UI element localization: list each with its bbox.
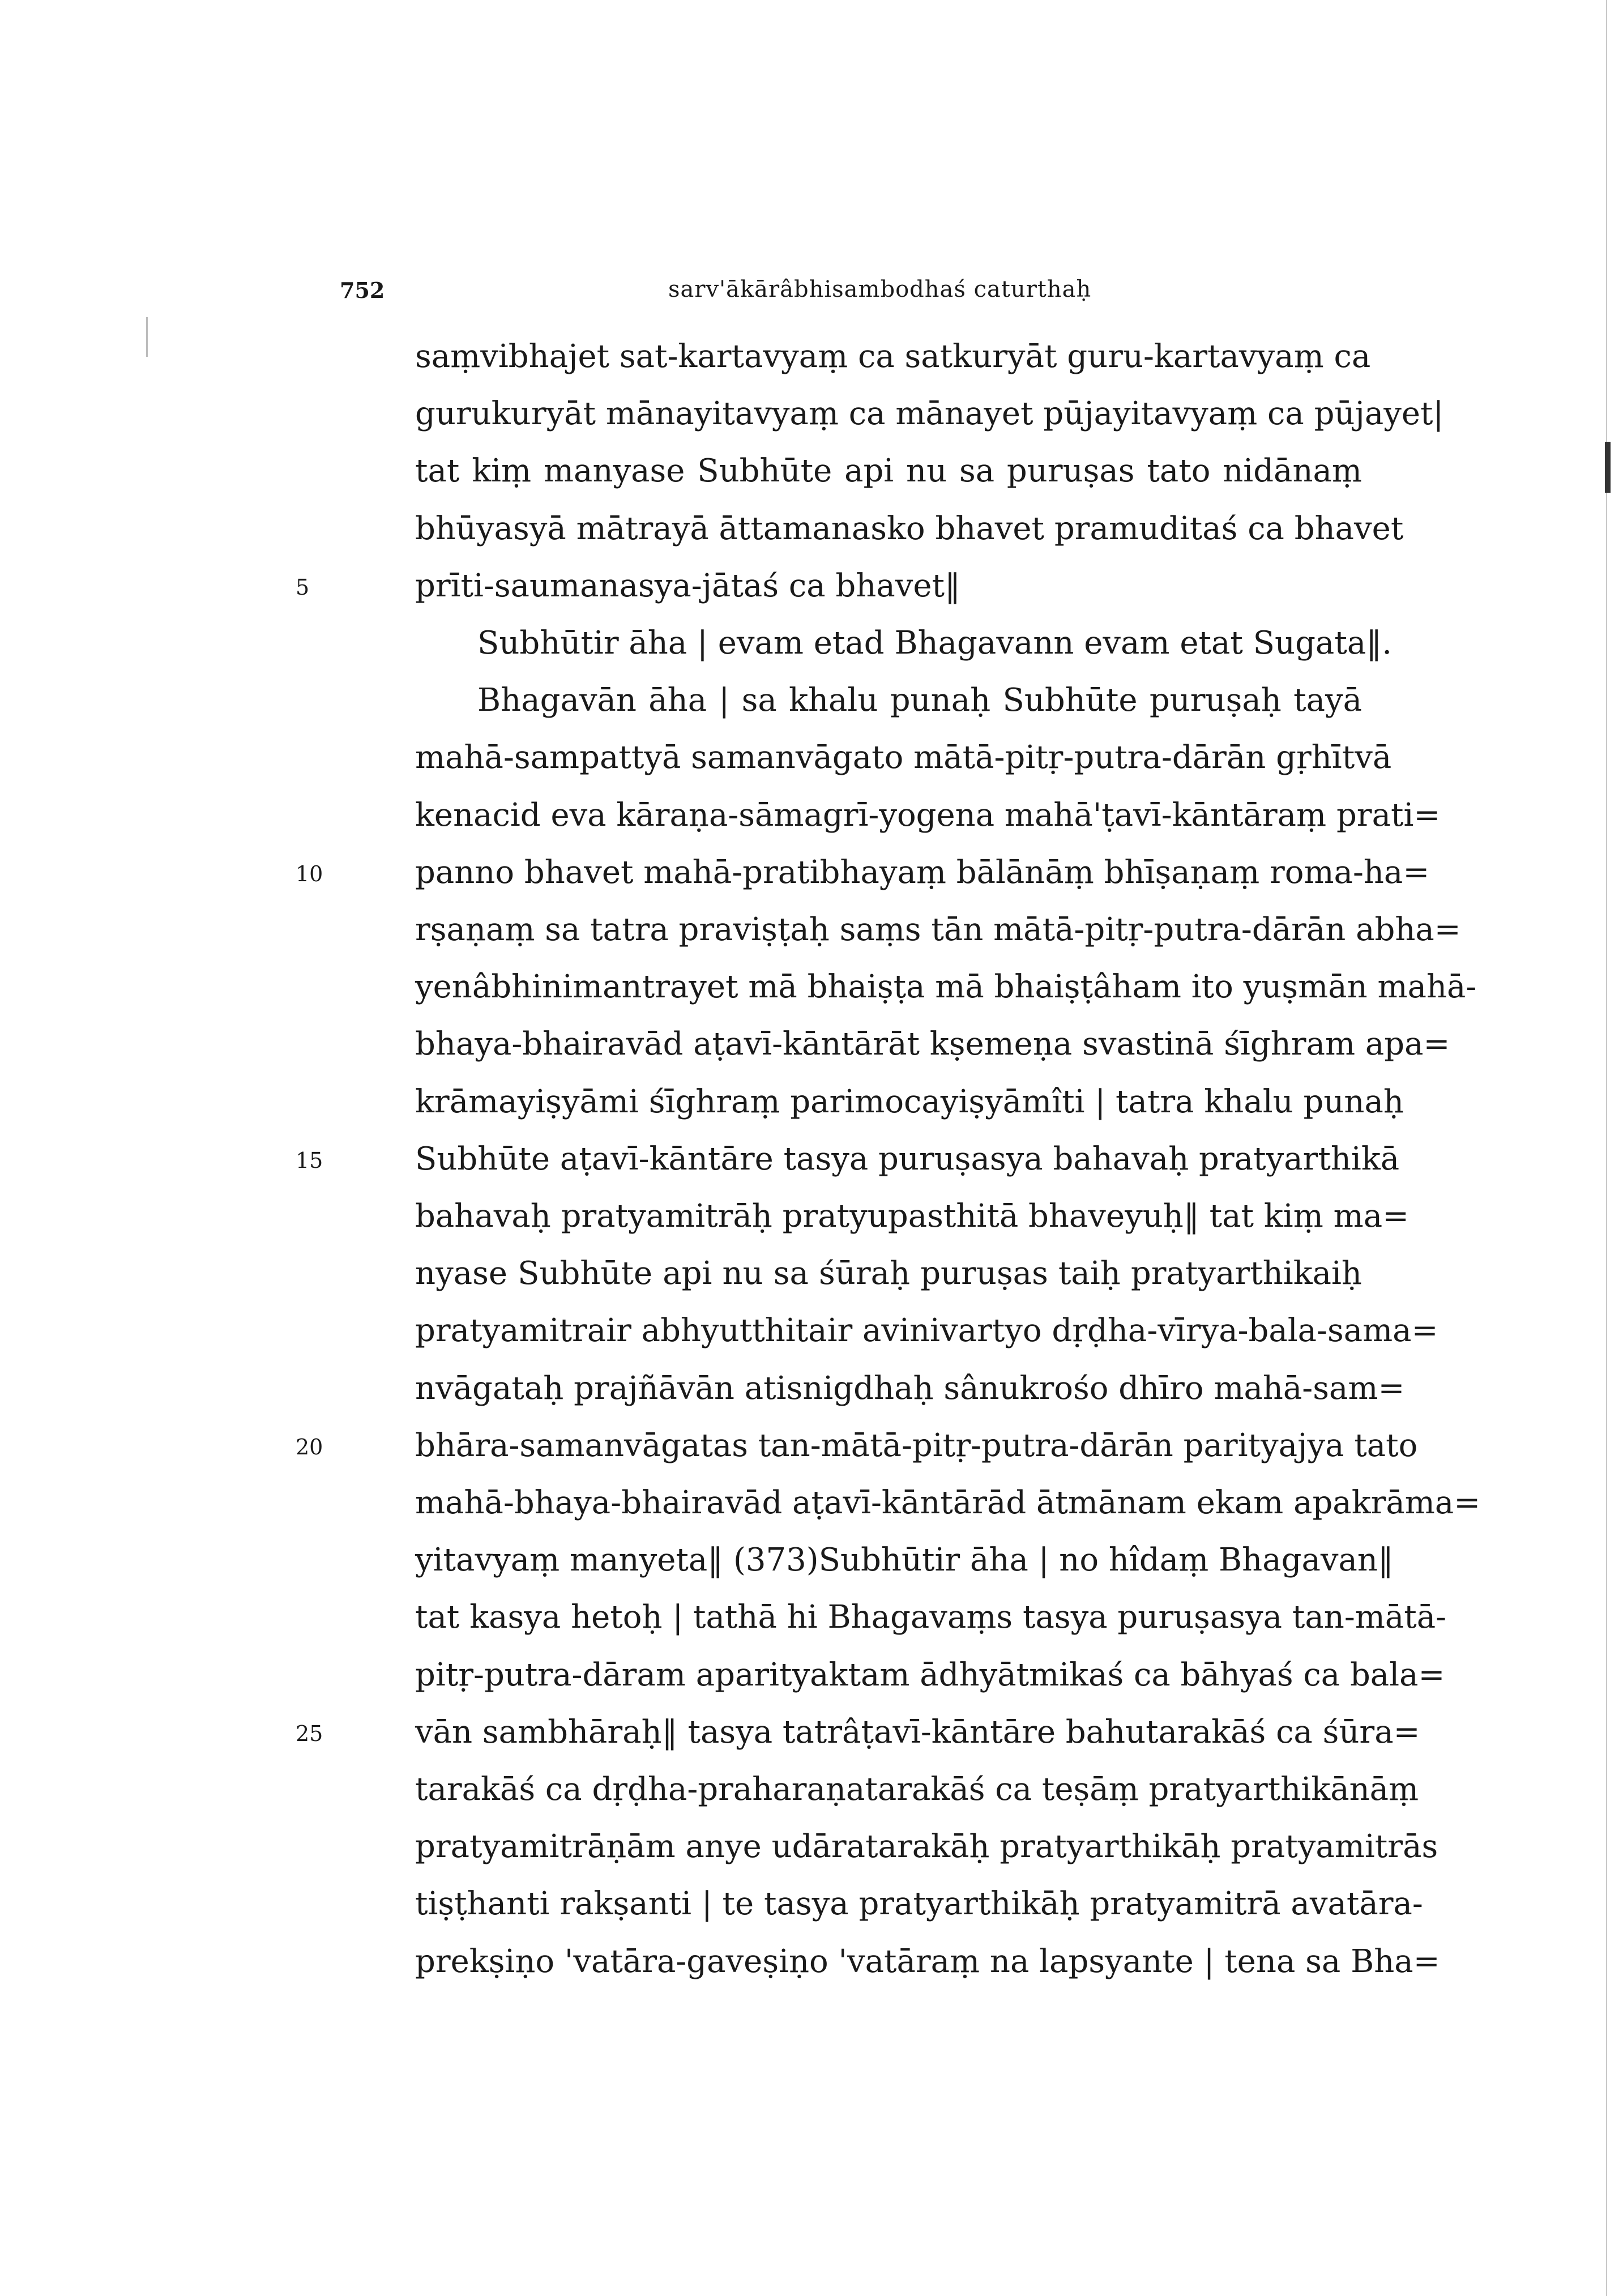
- text-line: panno bhavet mahā-pratibhayaṃ bālānāṃ bhīṣaṇaṃ roma-ha=: [415, 853, 1430, 891]
- text-line: pratyamitrāṇām anye udāratarakāḥ pratyarthikāḥ pratyamitrās: [415, 1828, 1438, 1866]
- line-number: 15: [296, 1147, 323, 1173]
- text-line: pratyamitrair abhyutthitair avinivartyo dṛḍha-vīrya-bala-sama=: [415, 1312, 1438, 1350]
- line-number: 20: [296, 1434, 323, 1459]
- text-line: prīti-saumanasya-jātaś ca bhavet‖: [415, 567, 960, 604]
- line-number: 10: [296, 861, 323, 886]
- text-line: kenacid eva kāraṇa-sāmagrī-yogena mahā'ṭavī-kāntāraṃ prati=: [415, 796, 1441, 834]
- text-line: yenâbhinimantrayet mā bhaiṣṭa mā bhaiṣṭâham ito yuṣmān mahā-: [415, 968, 1477, 1006]
- text-line: saṃvibhajet sat-kartavyaṃ ca satkuryāt guru-kartavyaṃ ca: [415, 338, 1371, 375]
- text-line: krāmayiṣyāmi śīghraṃ parimocayiṣyāmîti | tatra khalu punaḥ: [415, 1083, 1404, 1120]
- text-line: nvāgataḥ prajñāvān atisnigdhaḥ sânukrośo dhīro mahā-sam=: [415, 1369, 1405, 1407]
- text-line: pitṛ-putra-dāram aparityaktam ādhyātmikaś ca bāhyaś ca bala=: [415, 1656, 1445, 1693]
- text-line: tat kiṃ manyase Subhūte api nu sa puruṣas tato nidānaṃ: [415, 453, 1362, 490]
- line-number: 25: [296, 1721, 323, 1746]
- text-line: prekṣiṇo 'vatāra-gaveṣiṇo 'vatāraṃ na lapsyante | tena sa Bha=: [415, 1943, 1440, 1980]
- text-line: tiṣṭhanti rakṣanti | te tasya pratyarthikāḥ pratyamitrā avatāra-: [415, 1885, 1423, 1923]
- page-number: 752: [340, 278, 385, 303]
- scan-mark: [146, 317, 148, 357]
- text-line: tat kasya hetoḥ | tathā hi Bhagavaṃs tasya puruṣasya tan-mātā-: [415, 1599, 1447, 1636]
- running-title: sarv'ākārâbhisambodhaś caturthaḥ: [668, 276, 1092, 302]
- text-line: nyase Subhūte api nu sa śūraḥ puruṣas taiḥ pratyarthikaiḥ: [415, 1255, 1362, 1292]
- text-line: mahā-sampattyā samanvāgato mātā-pitṛ-putra-dārān gṛhītvā: [415, 739, 1392, 776]
- scan-mark: [1605, 442, 1611, 493]
- text-line: bhūyasyā mātrayā āttamanasko bhavet pramuditaś ca bhavet: [415, 510, 1404, 547]
- text-line: bhaya-bhairavād aṭavī-kāntārāt kṣemeṇa svastinā śīghram apa=: [415, 1026, 1450, 1063]
- text-line: Subhūte aṭavī-kāntāre tasya puruṣasya bahavaḥ pratyarthikā: [415, 1140, 1400, 1177]
- text-line: tarakāś ca dṛḍha-praharaṇatarakāś ca teṣāṃ pratyarthikānāṃ: [415, 1771, 1419, 1808]
- line-number: 5: [296, 574, 310, 600]
- text-line: gurukuryāt mānayitavyaṃ ca mānayet pūjayitavyaṃ ca pūjayet|: [415, 395, 1444, 433]
- scan-edge: [1606, 0, 1607, 2296]
- text-line: vān sambhāraḥ‖ tasya tatrâṭavī-kāntāre bahutarakāś ca śūra=: [415, 1713, 1420, 1751]
- text-line: Subhūtir āha | evam etad Bhagavann evam etat Sugata‖.: [477, 625, 1393, 662]
- text-line: bahavaḥ pratyamitrāḥ pratyupasthitā bhaveyuḥ‖ tat kiṃ ma=: [415, 1198, 1410, 1235]
- text-line: mahā-bhaya-bhairavād aṭavī-kāntārād ātmānam ekam apakrāma=: [415, 1484, 1481, 1521]
- text-line: yitavyaṃ manyeta‖ (373)Subhūtir āha | no hîdaṃ Bhagavan‖: [415, 1542, 1394, 1579]
- text-line: rṣaṇaṃ sa tatra praviṣṭaḥ saṃs tān mātā-pitṛ-putra-dārān abha=: [415, 911, 1461, 948]
- text-line: Bhagavān āha | sa khalu punaḥ Subhūte puruṣaḥ tayā: [477, 682, 1362, 719]
- text-line: bhāra-samanvāgatas tan-mātā-pitṛ-putra-dārān parityajya tato: [415, 1427, 1418, 1464]
